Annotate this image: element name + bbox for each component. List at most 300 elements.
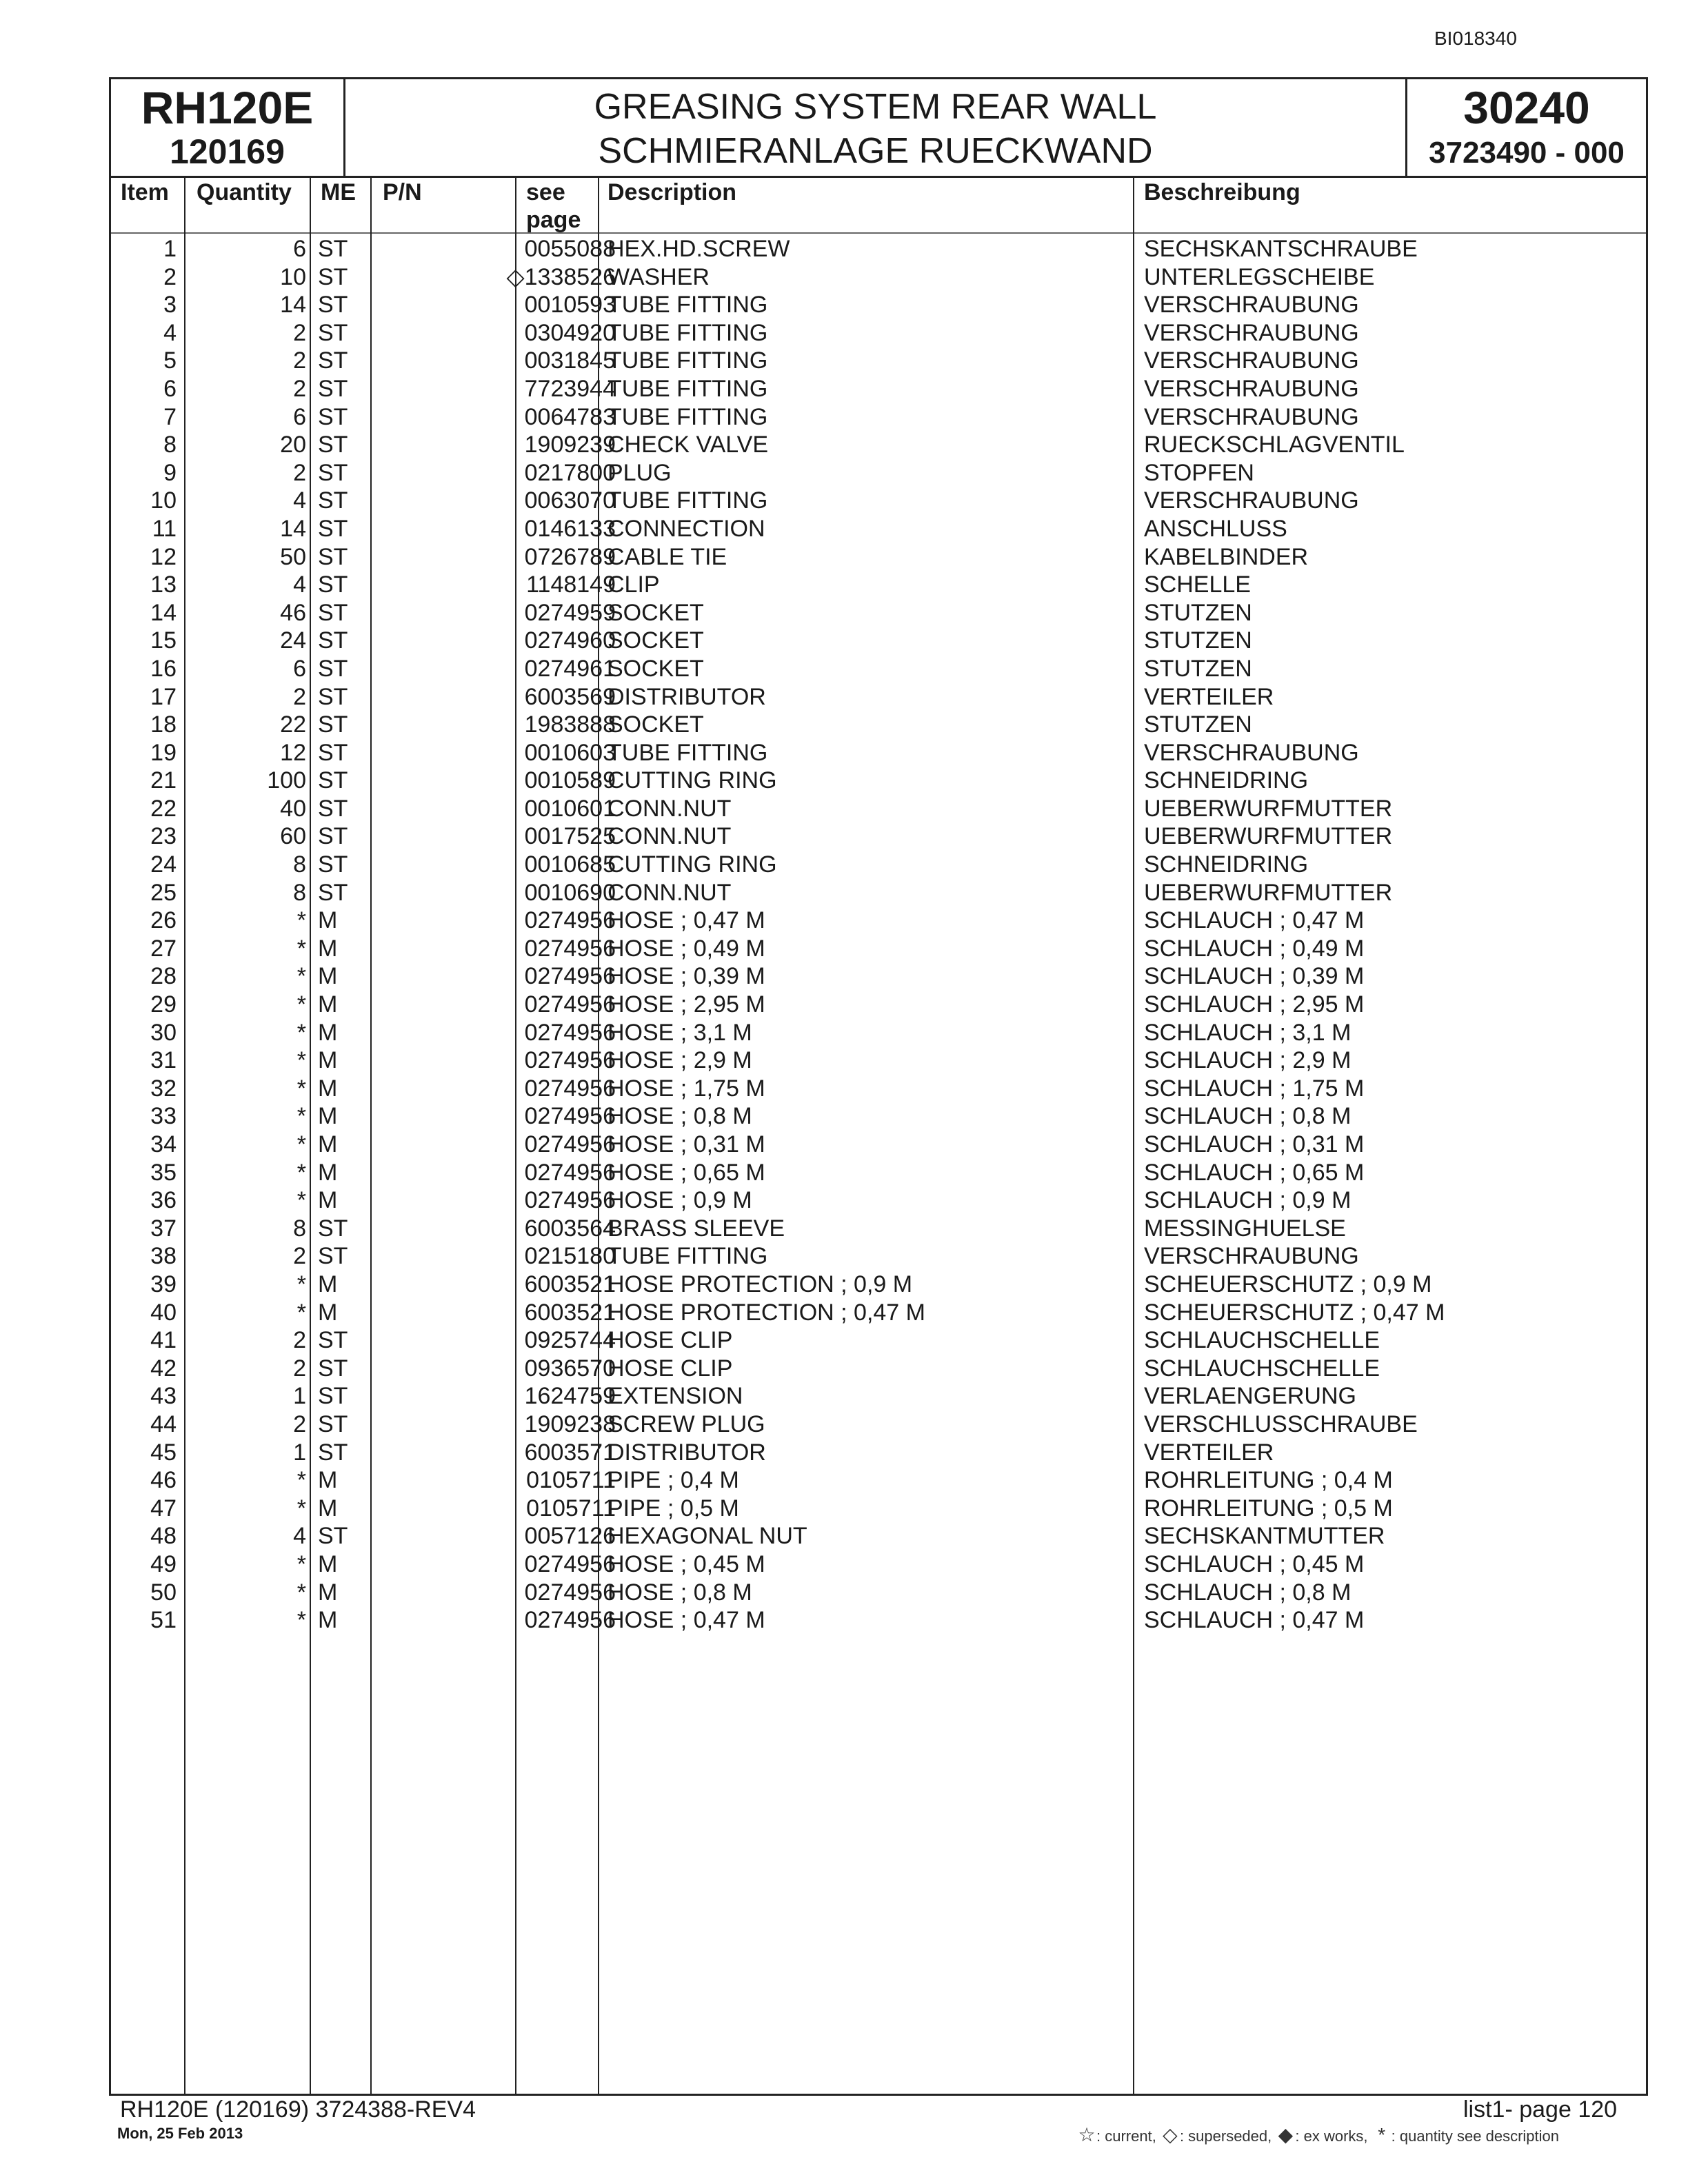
cell-part-number: 6003569 [524, 683, 616, 710]
cell-item: 44 [150, 1410, 177, 1437]
cell-beschreibung: SCHLAUCH ; 0,39 M [1144, 963, 1365, 990]
cell-quantity: * [297, 1159, 306, 1186]
cell-item: 1 [163, 236, 177, 262]
column-header-me: ME [321, 179, 356, 205]
cell-beschreibung: VERSCHLUSSCHRAUBE [1144, 1410, 1418, 1437]
cell-part-number: 1983888 [524, 711, 616, 738]
cell-beschreibung: STUTZEN [1144, 655, 1252, 682]
cell-me: ST [318, 459, 348, 486]
cell-item: 43 [150, 1383, 177, 1410]
cell-beschreibung: VERSCHRAUBUNG [1144, 347, 1359, 374]
parts-table-body [111, 235, 1646, 1635]
cell-me: ST [318, 1355, 348, 1382]
table-row [111, 627, 1646, 655]
cell-quantity: * [297, 1299, 306, 1326]
legend-label: : superseded, [1179, 2127, 1272, 2145]
cell-item: 46 [150, 1467, 177, 1494]
cell-quantity: 20 [280, 432, 306, 458]
cell-description: HOSE ; 0,65 M [607, 1159, 765, 1186]
table-row [111, 1019, 1646, 1047]
cell-description: TUBE FITTING [607, 319, 768, 346]
cell-description: TUBE FITTING [607, 739, 768, 766]
cell-quantity: 2 [293, 347, 306, 374]
cell-me: ST [318, 1523, 348, 1550]
table-row [111, 347, 1646, 375]
cell-me: ST [318, 1327, 348, 1354]
cell-description: TUBE FITTING [607, 403, 768, 430]
table-row [111, 1102, 1646, 1131]
cell-part-number: 0010601 [524, 795, 616, 822]
cell-beschreibung: SCHLAUCH ; 0,45 M [1144, 1550, 1365, 1577]
cell-item: 8 [163, 432, 177, 458]
cell-part-number: 6003571 [524, 1439, 616, 1466]
table-row [111, 235, 1646, 263]
cell-me: ST [318, 795, 348, 822]
cell-beschreibung: VERSCHRAUBUNG [1144, 375, 1359, 402]
table-row [111, 907, 1646, 935]
table-row [111, 991, 1646, 1019]
cell-me: M [318, 1187, 338, 1214]
cell-item: 13 [150, 572, 177, 598]
cell-description: HOSE ; 0,31 M [607, 1131, 765, 1157]
legend-label: : current, [1096, 2127, 1156, 2145]
cell-part-number: 0274956 [524, 991, 616, 1018]
cell-item: 28 [150, 963, 177, 990]
cell-part-number: 0010593 [524, 292, 616, 318]
cell-quantity: * [297, 1103, 306, 1130]
cell-quantity: * [297, 1607, 306, 1634]
table-row [111, 1522, 1646, 1550]
cell-description: HEX.HD.SCREW [607, 236, 790, 262]
cell-item: 9 [163, 459, 177, 486]
cell-part-number: 0146133 [524, 515, 616, 542]
table-row [111, 1271, 1646, 1299]
cell-beschreibung: RUECKSCHLAGVENTIL [1144, 432, 1405, 458]
cell-part-number: 0274956 [524, 1047, 616, 1074]
cell-description: SOCKET [607, 599, 704, 626]
cell-quantity: 2 [293, 319, 306, 346]
cell-beschreibung: ROHRLEITUNG ; 0,5 M [1144, 1495, 1393, 1521]
cell-me: M [318, 1019, 338, 1046]
table-row [111, 1606, 1646, 1635]
cell-me: ST [318, 236, 348, 262]
cell-part-number: 0010589 [524, 767, 616, 794]
cell-me: ST [318, 403, 348, 430]
cell-item: 42 [150, 1355, 177, 1382]
cell-quantity: * [297, 963, 306, 990]
cell-item: 14 [150, 599, 177, 626]
table-row [111, 1579, 1646, 1607]
cell-me: M [318, 1467, 338, 1494]
cell-part-number: 0936570 [524, 1355, 616, 1382]
cell-me: ST [318, 1439, 348, 1466]
cell-quantity: 14 [280, 292, 306, 318]
column-header-quantity: Quantity [197, 179, 292, 205]
cell-part-number: 0274956 [524, 963, 616, 990]
star-icon: ☆ [1078, 2124, 1096, 2145]
cell-me: M [318, 1299, 338, 1326]
cell-quantity: 2 [293, 1410, 306, 1437]
cell-item: 11 [152, 515, 177, 542]
cell-description: SOCKET [607, 711, 704, 738]
cell-description: HOSE ; 0,49 M [607, 935, 765, 962]
cell-description: HOSE ; 1,75 M [607, 1075, 765, 1102]
cell-beschreibung: VERSCHRAUBUNG [1144, 292, 1359, 318]
cell-beschreibung: SCHLAUCH ; 0,49 M [1144, 935, 1365, 962]
cell-item: 38 [150, 1243, 177, 1270]
title-english: GREASING SYSTEM REAR WALL [594, 87, 1157, 127]
cell-me: ST [318, 263, 348, 290]
cell-item: 27 [150, 935, 177, 962]
table-row [111, 1439, 1646, 1467]
cell-part-number: 6003521 [524, 1299, 616, 1326]
table-row [111, 487, 1646, 515]
title-german: SCHMIERANLAGE RUECKWAND [598, 131, 1153, 171]
cell-part-number: 6003521 [524, 1271, 616, 1297]
cell-beschreibung: VERSCHRAUBUNG [1144, 739, 1359, 766]
cell-quantity: 2 [293, 375, 306, 402]
cell-quantity: 22 [280, 711, 306, 738]
cell-quantity: * [297, 1187, 306, 1214]
cell-quantity: * [297, 1550, 306, 1577]
cell-description: HOSE PROTECTION ; 0,47 M [607, 1299, 925, 1326]
cell-part-number: 0274956 [524, 1550, 616, 1577]
cell-part-number: 0274956 [524, 1579, 616, 1606]
cell-description: WASHER [607, 263, 710, 290]
cell-quantity: 4 [293, 1523, 306, 1550]
cell-item: 17 [150, 683, 177, 710]
cell-quantity: 40 [280, 795, 306, 822]
cell-beschreibung: SCHLAUCH ; 0,8 M [1144, 1103, 1352, 1130]
cell-quantity: 1 [293, 1439, 306, 1466]
cell-beschreibung: SCHLAUCHSCHELLE [1144, 1355, 1380, 1382]
cell-description: HOSE ; 0,8 M [607, 1103, 752, 1130]
cell-beschreibung: SCHLAUCH ; 2,9 M [1144, 1047, 1352, 1074]
table-row [111, 1242, 1646, 1271]
cell-beschreibung: STOPFEN [1144, 459, 1254, 486]
table-row [111, 795, 1646, 823]
cell-item: 36 [150, 1187, 177, 1214]
cell-description: PIPE ; 0,4 M [607, 1467, 739, 1494]
table-row [111, 1215, 1646, 1243]
cell-quantity: 2 [293, 1327, 306, 1354]
cell-description: PLUG [607, 459, 672, 486]
table-row [111, 739, 1646, 767]
cell-me: M [318, 963, 338, 990]
cell-quantity: 8 [293, 851, 306, 878]
cell-description: HOSE CLIP [607, 1355, 733, 1382]
cell-item: 33 [150, 1103, 177, 1130]
cell-description: TUBE FITTING [607, 292, 768, 318]
model-block [111, 79, 345, 176]
cell-quantity: * [297, 1047, 306, 1074]
cell-me: M [318, 1047, 338, 1074]
cell-description: HOSE ; 0,9 M [607, 1187, 752, 1214]
cell-part-number: 0010603 [524, 739, 616, 766]
footer-page-number: list1- page 120 [1463, 2096, 1618, 2123]
cell-part-number: 0274961 [524, 655, 616, 682]
cell-item: 39 [150, 1271, 177, 1297]
cell-part-number: 0063070 [524, 487, 616, 514]
cell-me: M [318, 991, 338, 1018]
cell-quantity: * [297, 1467, 306, 1494]
cell-beschreibung: SCHEUERSCHUTZ ; 0,9 M [1144, 1271, 1432, 1297]
cell-quantity: 46 [280, 599, 306, 626]
cell-beschreibung: SCHLAUCH ; 0,8 M [1144, 1579, 1352, 1606]
cell-beschreibung: UEBERWURFMUTTER [1144, 795, 1393, 822]
cell-quantity: 6 [293, 655, 306, 682]
cell-item: 16 [150, 655, 177, 682]
cell-beschreibung: UEBERWURFMUTTER [1144, 879, 1393, 906]
cell-part-number: 0274956 [524, 1103, 616, 1130]
cell-beschreibung: SCHLAUCH ; 0,65 M [1144, 1159, 1365, 1186]
cell-description: CUTTING RING [607, 767, 777, 794]
cell-part-number: 0274956 [524, 1131, 616, 1157]
cell-part-number: 1909239 [524, 432, 616, 458]
cell-quantity: * [297, 907, 306, 934]
cell-me: ST [318, 599, 348, 626]
document-id: BI018340 [1434, 28, 1517, 49]
footer-date: Mon, 25 Feb 2013 [117, 2125, 243, 2142]
cell-description: CABLE TIE [607, 543, 727, 570]
cell-item: 34 [150, 1131, 177, 1157]
cell-part-number: 0017525 [524, 823, 616, 850]
cell-item: 26 [150, 907, 177, 934]
table-row [111, 1131, 1646, 1159]
cell-me: ST [318, 711, 348, 738]
cell-description: HOSE ; 3,1 M [607, 1019, 752, 1046]
cell-quantity: 14 [280, 515, 306, 542]
column-header-see-page: see page [526, 179, 581, 233]
header-divider [111, 176, 1646, 178]
cell-description: TUBE FITTING [607, 1243, 768, 1270]
cell-item: 47 [150, 1495, 177, 1521]
cell-description: HOSE ; 0,47 M [607, 907, 765, 934]
column-header-divider [111, 232, 1646, 234]
cell-item: 15 [150, 627, 177, 654]
cell-part-number: 0274956 [524, 1019, 616, 1046]
cell-quantity: 2 [293, 459, 306, 486]
cell-description: HOSE CLIP [607, 1327, 733, 1354]
cell-description: SOCKET [607, 655, 704, 682]
cell-me: M [318, 1131, 338, 1157]
cell-quantity: 6 [293, 236, 306, 262]
cell-part-number: 0064783 [524, 403, 616, 430]
cell-description: TUBE FITTING [607, 347, 768, 374]
cell-quantity: * [297, 991, 306, 1018]
cell-part-number: 1148149 [526, 572, 616, 598]
cell-item: 22 [150, 795, 177, 822]
cell-item: 35 [150, 1159, 177, 1186]
cell-part-number: 1909238 [524, 1410, 616, 1437]
table-row [111, 1299, 1646, 1327]
cell-item: 45 [150, 1439, 177, 1466]
cell-beschreibung: SCHLAUCHSCHELLE [1144, 1327, 1380, 1354]
table-row [111, 515, 1646, 543]
cell-beschreibung: STUTZEN [1144, 711, 1252, 738]
cell-me: M [318, 1075, 338, 1102]
cell-me: ST [318, 739, 348, 766]
table-row [111, 375, 1646, 403]
cell-part-number: 0726789 [524, 543, 616, 570]
cell-beschreibung: MESSINGHUELSE [1144, 1215, 1346, 1242]
cell-me: M [318, 1550, 338, 1577]
cell-me: M [318, 1159, 338, 1186]
table-row [111, 655, 1646, 683]
cell-description: DISTRIBUTOR [607, 683, 766, 710]
cell-description: HOSE ; 0,8 M [607, 1579, 752, 1606]
table-row [111, 1495, 1646, 1523]
cell-me: M [318, 1495, 338, 1521]
cell-me: ST [318, 1243, 348, 1270]
cell-description: CONN.NUT [607, 823, 732, 850]
cell-part-number: 0274956 [524, 1187, 616, 1214]
cell-me: ST [318, 375, 348, 402]
cell-beschreibung: SCHLAUCH ; 0,47 M [1144, 1607, 1365, 1634]
cell-me: M [318, 907, 338, 934]
table-row [111, 1382, 1646, 1410]
cell-part-number: 7723944 [524, 375, 616, 402]
cell-item: 41 [150, 1327, 177, 1354]
cell-description: HOSE ; 0,45 M [607, 1550, 765, 1577]
cell-item: 4 [163, 319, 177, 346]
cell-quantity: 12 [280, 739, 306, 766]
cell-description: PIPE ; 0,5 M [607, 1495, 739, 1521]
cell-me: ST [318, 851, 348, 878]
cell-beschreibung: SCHLAUCH ; 0,31 M [1144, 1131, 1365, 1157]
cell-quantity: 8 [293, 879, 306, 906]
cell-description: TUBE FITTING [607, 487, 768, 514]
cell-item: 31 [150, 1047, 177, 1074]
cell-part-number: 0105711 [526, 1467, 616, 1494]
cell-part-number: 0274956 [524, 1607, 616, 1634]
cell-quantity: * [297, 1131, 306, 1157]
cell-description: CHECK VALVE [607, 432, 769, 458]
cell-beschreibung: SCHEUERSCHUTZ ; 0,47 M [1144, 1299, 1445, 1326]
table-row [111, 1410, 1646, 1439]
cell-me: ST [318, 627, 348, 654]
cell-description: HOSE ; 2,95 M [607, 991, 765, 1018]
table-row [111, 767, 1646, 795]
cell-part-number: 6003564 [524, 1215, 616, 1242]
drawing-number: 3723490 - 000 [1429, 136, 1625, 170]
cell-part-number: 0274956 [524, 1159, 616, 1186]
cell-quantity: * [297, 1579, 306, 1606]
cell-beschreibung: SCHNEIDRING [1144, 851, 1309, 878]
table-row [111, 962, 1646, 991]
cell-me: ST [318, 572, 348, 598]
table-row [111, 851, 1646, 879]
cell-description: CUTTING RING [607, 851, 777, 878]
table-row [111, 319, 1646, 347]
cell-part-number: 0055088 [524, 236, 616, 262]
cell-me: ST [318, 292, 348, 318]
cell-item: 49 [150, 1550, 177, 1577]
cell-item: 7 [163, 403, 177, 430]
cell-beschreibung: SCHLAUCH ; 1,75 M [1144, 1075, 1365, 1102]
cell-me: ST [318, 487, 348, 514]
cell-me: M [318, 1607, 338, 1634]
section-number: 30240 [1463, 82, 1590, 133]
cell-me: ST [318, 655, 348, 682]
cell-part-number: 0925744 [524, 1327, 616, 1354]
cell-part-number: 0274960 [524, 627, 616, 654]
cell-item: 25 [150, 879, 177, 906]
table-row [111, 1075, 1646, 1103]
table-row [111, 1355, 1646, 1383]
table-row [111, 431, 1646, 459]
cell-part-number: 0215180 [524, 1243, 616, 1270]
cell-description: CONN.NUT [607, 795, 732, 822]
column-header-pn: P/N [383, 179, 422, 205]
column-header-beschreibung: Beschreibung [1144, 179, 1300, 205]
cell-part-number: 0274956 [524, 935, 616, 962]
cell-part-number: 0274956 [524, 907, 616, 934]
cell-part-number: 0010685 [524, 851, 616, 878]
cell-quantity: 2 [293, 1355, 306, 1382]
cell-part-number: 0274959 [524, 599, 616, 626]
cell-item: 18 [150, 711, 177, 738]
cell-me: M [318, 1103, 338, 1130]
cell-quantity: * [297, 1075, 306, 1102]
table-row [111, 599, 1646, 627]
cell-me: ST [318, 879, 348, 906]
cell-part-number: 0217800 [524, 459, 616, 486]
diamond-outline-icon: ◇ [1163, 2124, 1178, 2145]
section-block [1407, 79, 1646, 176]
table-row [111, 822, 1646, 851]
table-row [111, 1186, 1646, 1215]
cell-description: HOSE ; 0,47 M [607, 1607, 765, 1634]
serial-number: 120169 [170, 132, 285, 171]
cell-item: 3 [163, 292, 177, 318]
cell-part-number: 0031845 [524, 347, 616, 374]
cell-description: HOSE ; 0,39 M [607, 963, 765, 990]
parts-list-frame [109, 77, 1648, 2096]
cell-part-number: 0010690 [524, 879, 616, 906]
cell-item: 40 [150, 1299, 177, 1326]
cell-item: 51 [150, 1607, 177, 1634]
cell-quantity: 8 [293, 1215, 306, 1242]
cell-quantity: 4 [293, 487, 306, 514]
cell-part-number: 0057126 [524, 1523, 616, 1550]
cell-beschreibung: UEBERWURFMUTTER [1144, 823, 1393, 850]
cell-description: DISTRIBUTOR [607, 1439, 766, 1466]
cell-beschreibung: SCHLAUCH ; 0,9 M [1144, 1187, 1352, 1214]
cell-item: 50 [150, 1579, 177, 1606]
cell-quantity: 24 [280, 627, 306, 654]
cell-quantity: 4 [293, 572, 306, 598]
table-row [111, 291, 1646, 319]
column-header-item: Item [121, 179, 169, 205]
cell-quantity: * [297, 1271, 306, 1297]
cell-beschreibung: SCHLAUCH ; 2,95 M [1144, 991, 1365, 1018]
cell-quantity: 2 [293, 683, 306, 710]
cell-me: ST [318, 823, 348, 850]
table-row [111, 403, 1646, 432]
cell-beschreibung: SCHELLE [1144, 572, 1251, 598]
cell-description: CLIP [607, 572, 660, 598]
cell-me: ST [318, 515, 348, 542]
cell-quantity: 1 [293, 1383, 306, 1410]
table-row [111, 711, 1646, 739]
table-row [111, 571, 1646, 599]
cell-quantity: 50 [280, 543, 306, 570]
cell-quantity: 6 [293, 403, 306, 430]
cell-beschreibung: VERSCHRAUBUNG [1144, 1243, 1359, 1270]
cell-part-number: 0105711 [526, 1495, 616, 1521]
cell-part-number: 1624759 [524, 1383, 616, 1410]
